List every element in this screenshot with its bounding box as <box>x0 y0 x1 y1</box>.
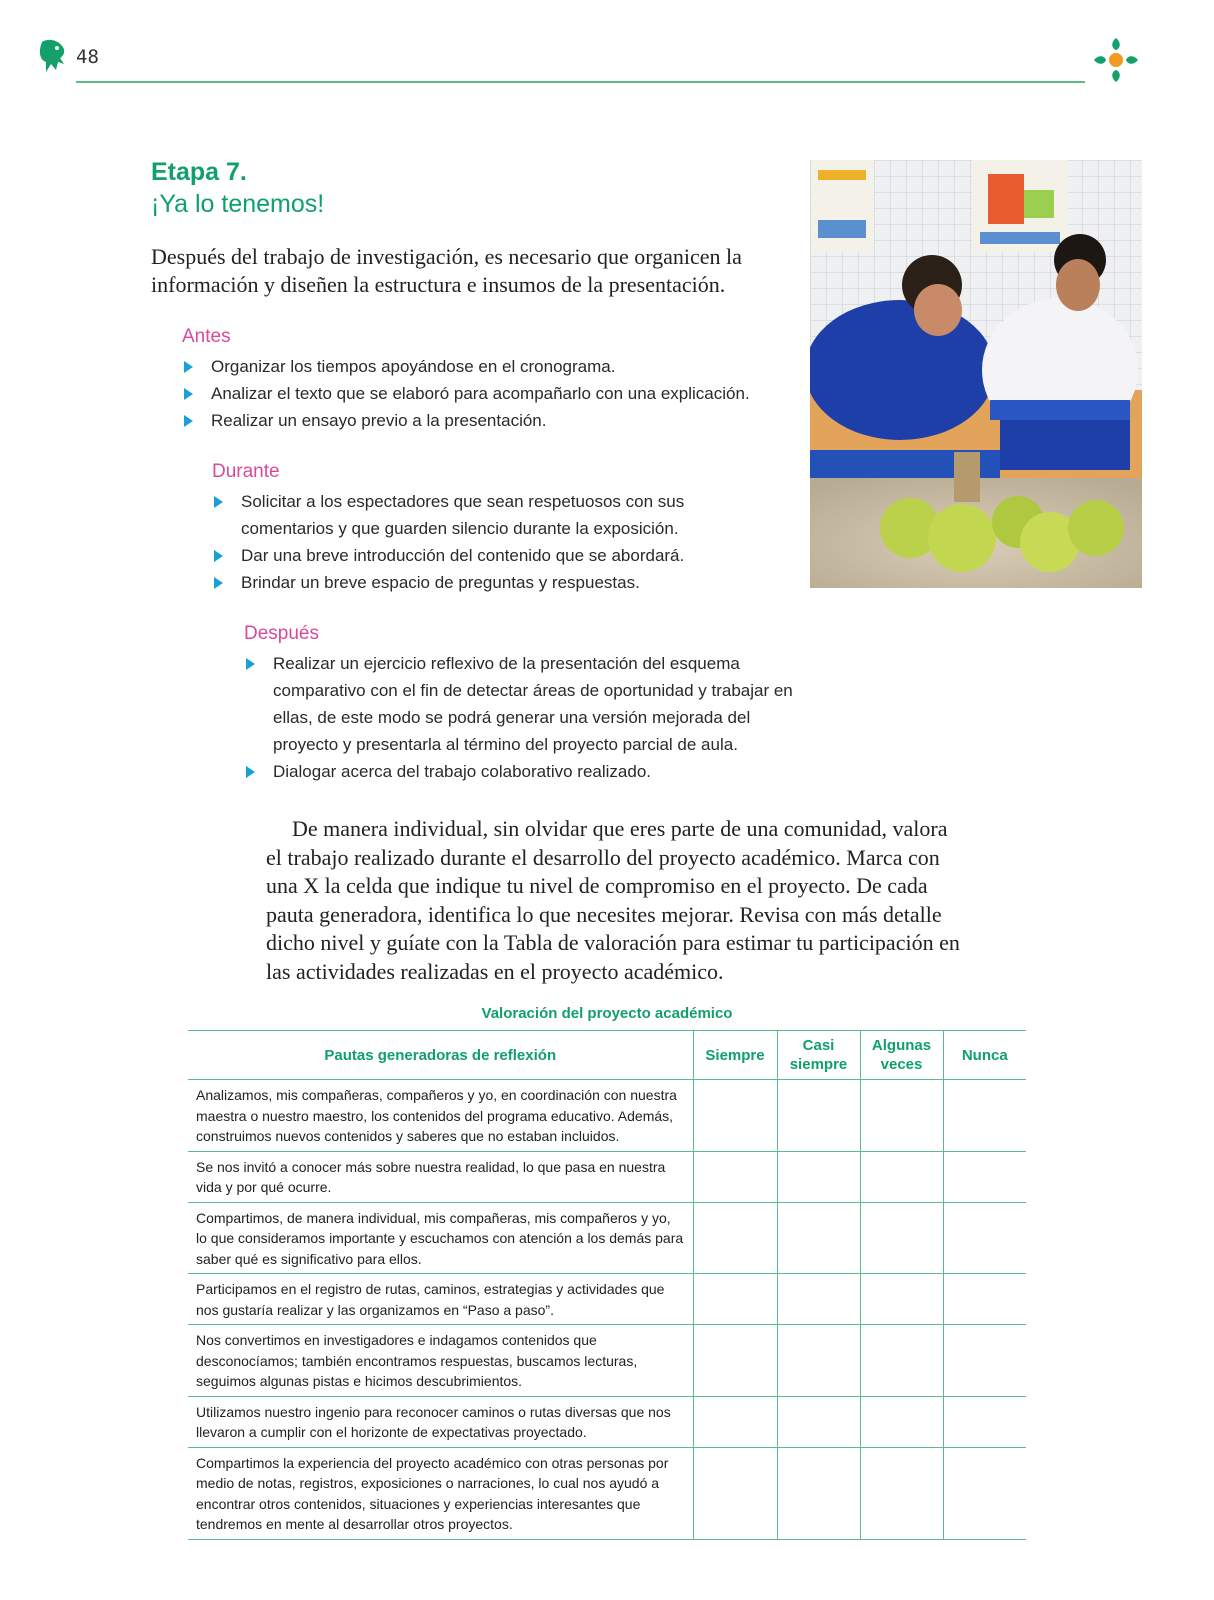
cell-casi-siempre[interactable] <box>777 1396 860 1447</box>
page-header <box>0 0 1214 100</box>
cell-casi-siempre[interactable] <box>777 1202 860 1274</box>
page-number: 48 <box>76 46 99 68</box>
flower-emblem-icon <box>1090 34 1142 86</box>
table-row <box>188 1447 1026 1539</box>
header-pautas: Pautas generadoras de reflexión <box>188 1031 693 1080</box>
list-item <box>244 758 804 785</box>
cell-algunas-veces[interactable] <box>860 1202 943 1274</box>
durante-section <box>212 459 722 596</box>
antes-heading: Antes <box>182 326 231 347</box>
bullet-arrow-icon <box>214 550 223 562</box>
row-text: Compartimos la experiencia del proyecto académico con otras personas por medio de notas, registros, exposiciones o narraciones, lo cual nos ayudó a encontrar otros contenidos, situaciones y experiencias interesantes que tendremos en mente al desarrollar otros proyectos. <box>188 1447 693 1539</box>
cell-siempre[interactable] <box>693 1396 777 1447</box>
despues-heading: Después <box>244 623 319 644</box>
row-text: Utilizamos nuestro ingenio para reconocer caminos o rutas diversas que nos llevaron a cumplir con el horizonte de expectativas proyectado. <box>188 1396 693 1447</box>
cell-siempre[interactable] <box>693 1080 777 1152</box>
bullet-arrow-icon <box>184 415 193 427</box>
cell-nunca[interactable] <box>943 1447 1026 1539</box>
header-siempre: Siempre <box>693 1031 777 1080</box>
row-text: Analizamos, mis compañeras, compañeros y yo, en coordinación con nuestra maestra o nuestro maestro, los contenidos del programa educativo. Además, construimos nuevos contenidos y saberes que no estaban incluidos. <box>188 1080 693 1152</box>
list-item-text: Solicitar a los espectadores que sean respetuosos con sus comentarios y que guarden silencio durante la exposición. <box>241 492 685 538</box>
table-row <box>188 1325 1026 1397</box>
row-text: Nos convertimos en investigadores e indagamos contenidos que desconocíamos; también encontramos respuestas, buscamos lecturas, seguimos algunas pistas e hicimos descubrimientos. <box>188 1325 693 1397</box>
table-row <box>188 1396 1026 1447</box>
despues-section <box>244 621 804 785</box>
list-item <box>182 407 802 434</box>
eagle-logo-icon <box>36 38 68 74</box>
row-text: Se nos invitó a conocer más sobre nuestra realidad, lo que pasa en nuestra vida y por qué ocurre. <box>188 1151 693 1202</box>
cell-casi-siempre[interactable] <box>777 1325 860 1397</box>
table-row <box>188 1202 1026 1274</box>
bullet-arrow-icon <box>214 496 223 508</box>
list-item-text: Dar una breve introducción del contenido que se abordará. <box>241 546 685 565</box>
cell-nunca[interactable] <box>943 1396 1026 1447</box>
durante-heading: Durante <box>212 461 280 482</box>
cell-casi-siempre[interactable] <box>777 1447 860 1539</box>
list-item <box>212 542 722 569</box>
list-item-text: Analizar el texto que se elaboró para acompañarlo con una explicación. <box>211 384 750 403</box>
cell-siempre[interactable] <box>693 1274 777 1325</box>
header-algunas-veces <box>860 1031 943 1080</box>
stage-title: Etapa 7. <box>151 158 247 186</box>
list-item <box>182 353 802 380</box>
cell-algunas-veces[interactable] <box>860 1447 943 1539</box>
list-item <box>182 380 802 407</box>
cell-siempre[interactable] <box>693 1325 777 1397</box>
header-casi-siempre-line2: siempre <box>789 1056 848 1073</box>
intro-paragraph: Después del trabajo de investigación, es necesario que organicen la información y diseñen la estructura e insumos de la presentación. <box>151 244 742 297</box>
list-item-text: Organizar los tiempos apoyándose en el cronograma. <box>211 357 616 376</box>
bullet-arrow-icon <box>184 361 193 373</box>
reflection-paragraph: De manera individual, sin olvidar que eres parte de una comunidad, valora el trabajo realizado durante el desarrollo del proyecto académico. Marca con una X la celda que indique tu nivel de compromiso en el proyecto. De cada pauta generadora, identifica lo que necesites mejorar. Revisa con más detalle dicho nivel y guíate con la Tabla de valoración para estimar tu participación en las actividades realizadas en el proyecto académico. <box>266 816 960 984</box>
evaluation-table <box>188 1030 1026 1540</box>
antes-section <box>182 324 802 434</box>
row-text: Compartimos, de manera individual, mis compañeras, mis compañeros y yo, lo que consideramos importante y escuchamos con atención a los demás para saber qué es significativo para ellos. <box>188 1202 693 1274</box>
table-header-row <box>188 1031 1026 1080</box>
header-nunca: Nunca <box>943 1031 1026 1080</box>
cell-nunca[interactable] <box>943 1274 1026 1325</box>
list-item <box>212 569 722 596</box>
list-item <box>212 488 722 542</box>
header-casi-siempre-line1: Casi <box>802 1037 835 1054</box>
header-divider <box>76 81 1085 83</box>
header-casi-siempre <box>777 1031 860 1080</box>
cell-algunas-veces[interactable] <box>860 1396 943 1447</box>
cell-nunca[interactable] <box>943 1080 1026 1152</box>
cell-algunas-veces[interactable] <box>860 1325 943 1397</box>
cell-nunca[interactable] <box>943 1151 1026 1202</box>
durante-list <box>212 488 722 596</box>
list-item-text: Dialogar acerca del trabajo colaborativo realizado. <box>273 762 651 781</box>
list-item-text: Realizar un ejercicio reflexivo de la presentación del esquema comparativo con el fin de detectar áreas de oportunidad y trabajar en ellas, de este modo se podrá generar una versión mejorada del proyecto y presentarla al término del proyecto parcial de aula. <box>273 654 793 754</box>
cell-siempre[interactable] <box>693 1447 777 1539</box>
cell-siempre[interactable] <box>693 1151 777 1202</box>
table-row <box>188 1151 1026 1202</box>
list-item <box>244 650 804 758</box>
cell-nunca[interactable] <box>943 1325 1026 1397</box>
list-item-text: Brindar un breve espacio de preguntas y respuestas. <box>241 573 640 592</box>
table-row <box>188 1274 1026 1325</box>
table-caption: Valoración del proyecto académico <box>481 1005 733 1022</box>
header-algunas-veces-line2: veces <box>880 1056 923 1073</box>
antes-list <box>182 353 802 434</box>
cell-algunas-veces[interactable] <box>860 1274 943 1325</box>
header-algunas-veces-line1: Algunas <box>871 1037 932 1054</box>
cell-algunas-veces[interactable] <box>860 1080 943 1152</box>
cell-algunas-veces[interactable] <box>860 1151 943 1202</box>
bullet-arrow-icon <box>246 658 255 670</box>
stage-subtitle: ¡Ya lo tenemos! <box>151 190 325 218</box>
students-photo <box>810 160 1142 588</box>
cell-casi-siempre[interactable] <box>777 1151 860 1202</box>
cell-siempre[interactable] <box>693 1202 777 1274</box>
cell-nunca[interactable] <box>943 1202 1026 1274</box>
table-row <box>188 1080 1026 1152</box>
bullet-arrow-icon <box>246 766 255 778</box>
bullet-arrow-icon <box>184 388 193 400</box>
row-text: Participamos en el registro de rutas, caminos, estrategias y actividades que nos gustaría realizar y las organizamos en “Paso a paso”. <box>188 1274 693 1325</box>
list-item-text: Realizar un ensayo previo a la presentación. <box>211 411 547 430</box>
bullet-arrow-icon <box>214 577 223 589</box>
cell-casi-siempre[interactable] <box>777 1080 860 1152</box>
despues-list <box>244 650 804 785</box>
cell-casi-siempre[interactable] <box>777 1274 860 1325</box>
